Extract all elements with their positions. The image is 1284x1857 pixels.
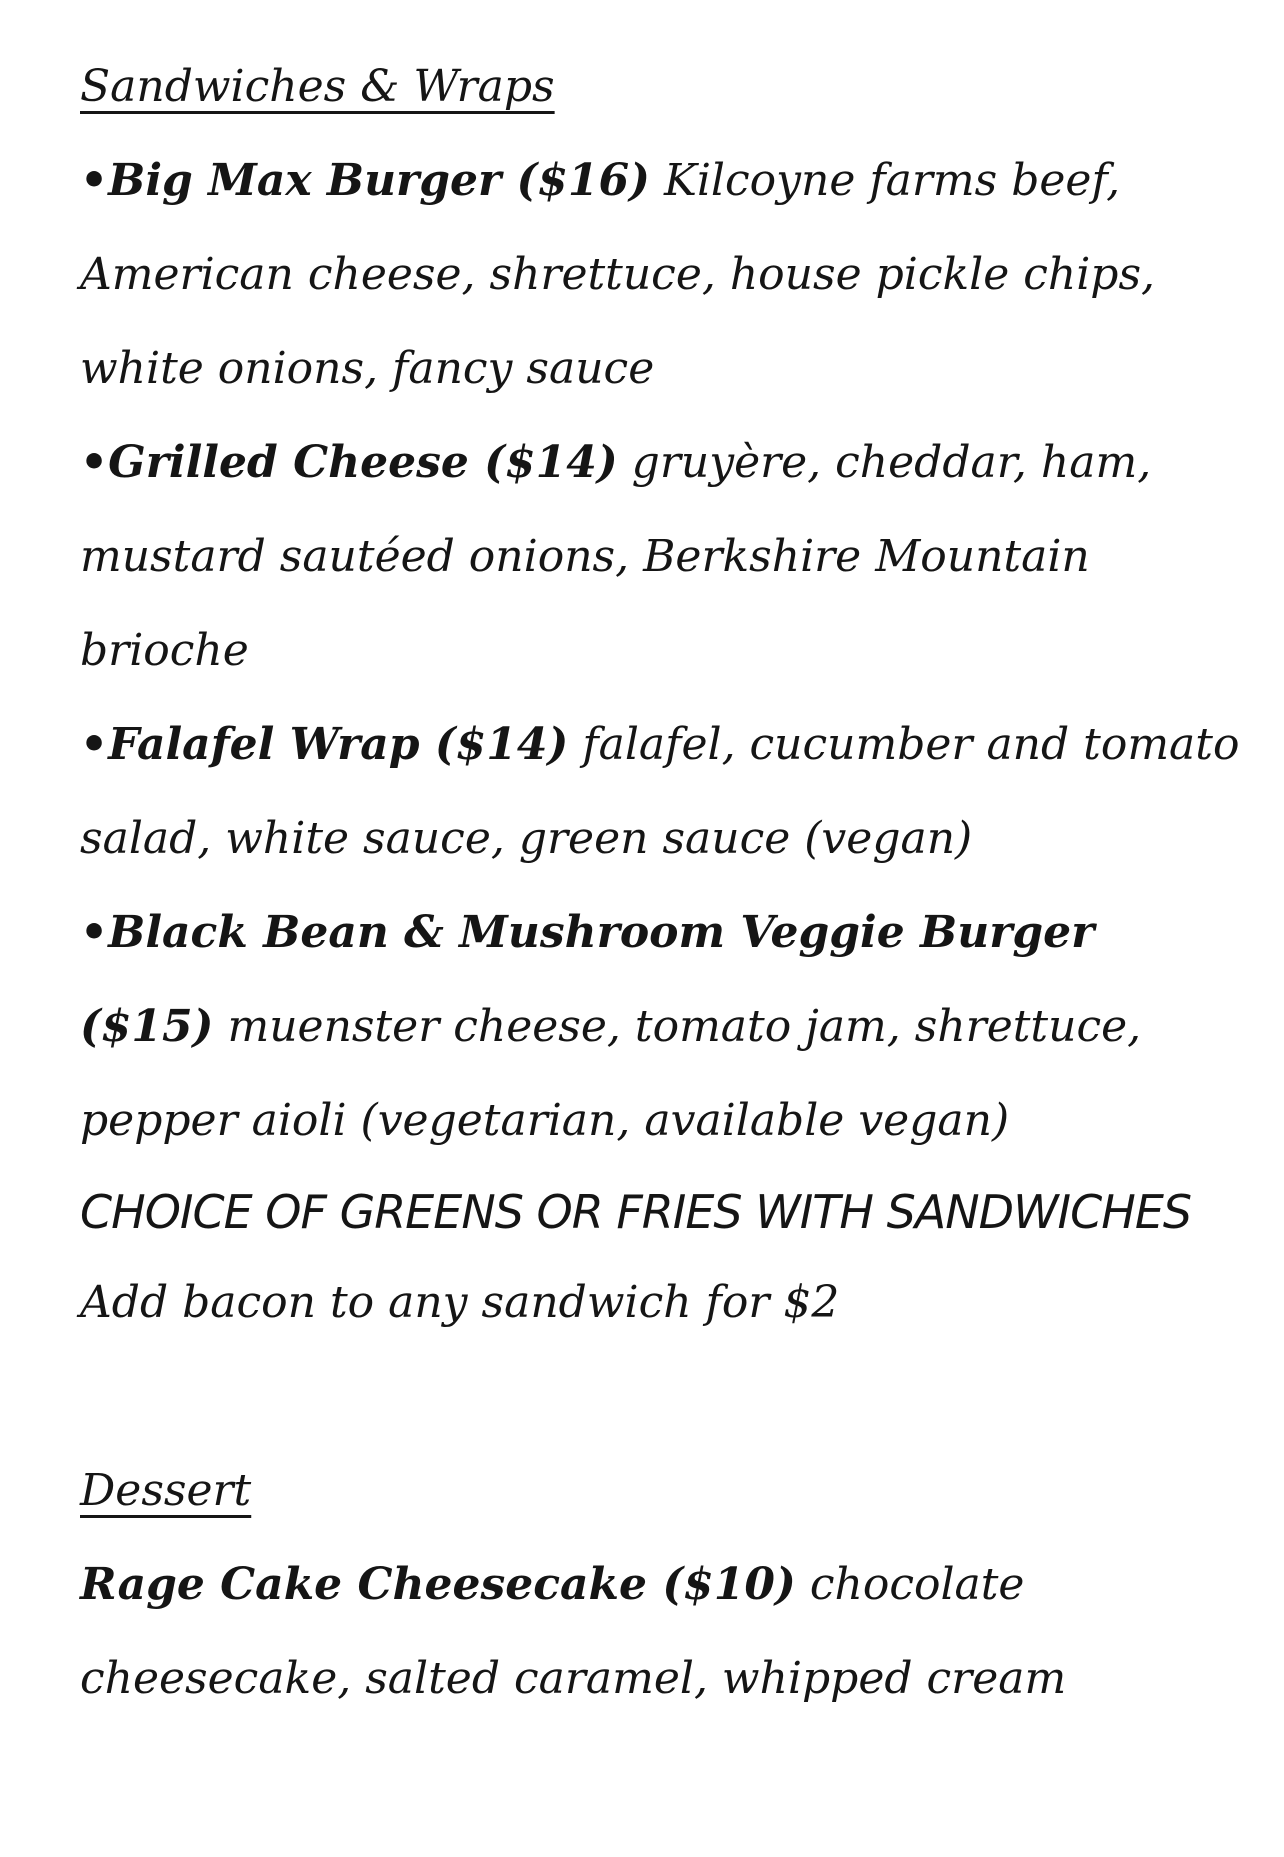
sandwiches-section-title (80, 40, 1240, 134)
item-description: falafel, cucumber and tomato salad, white sauce, green sauce (vegan) (80, 719, 1240, 864)
item-description: chocolate cheesecake, salted caramel, whipped cream (80, 1559, 1067, 1704)
item-name: •Black Bean & Mushroom Veggie Burger ($15) (80, 907, 1095, 1052)
menu (80, 40, 1240, 1726)
menu-item-big-max-burger (80, 134, 1240, 416)
item-description: Kilcoyne farms beef, American cheese, shrettuce, house pickle chips, white onions, fancy sauce (80, 155, 1156, 394)
item-name: •Big Max Burger ($16) (80, 155, 650, 206)
item-description: muenster cheese, tomato jam, shrettuce, pepper aioli (vegetarian, available vegan) (80, 1001, 1142, 1146)
dessert-section-title (80, 1444, 1240, 1538)
item-description: gruyère, cheddar, ham, mustard sautéed onions, Berkshire Mountain brioche (80, 437, 1152, 676)
menu-item-rage-cake-cheesecake (80, 1538, 1240, 1726)
section-spacer (80, 1350, 1240, 1444)
dessert-heading: Dessert (80, 1465, 252, 1516)
menu-item-veggie-burger (80, 886, 1240, 1168)
menu-item-falafel-wrap (80, 698, 1240, 886)
sandwiches-heading: Sandwiches & Wraps (80, 61, 555, 112)
item-name: Rage Cake Cheesecake ($10) (80, 1559, 796, 1610)
item-name: •Falafel Wrap ($14) (80, 719, 569, 770)
item-name: •Grilled Cheese ($14) (80, 437, 618, 488)
menu-item-grilled-cheese (80, 416, 1240, 698)
sides-note: CHOICE OF GREENS OR FRIES WITH SANDWICHES (80, 1185, 1192, 1239)
bacon-addon-note: Add bacon to any sandwich for $2 (80, 1277, 840, 1328)
